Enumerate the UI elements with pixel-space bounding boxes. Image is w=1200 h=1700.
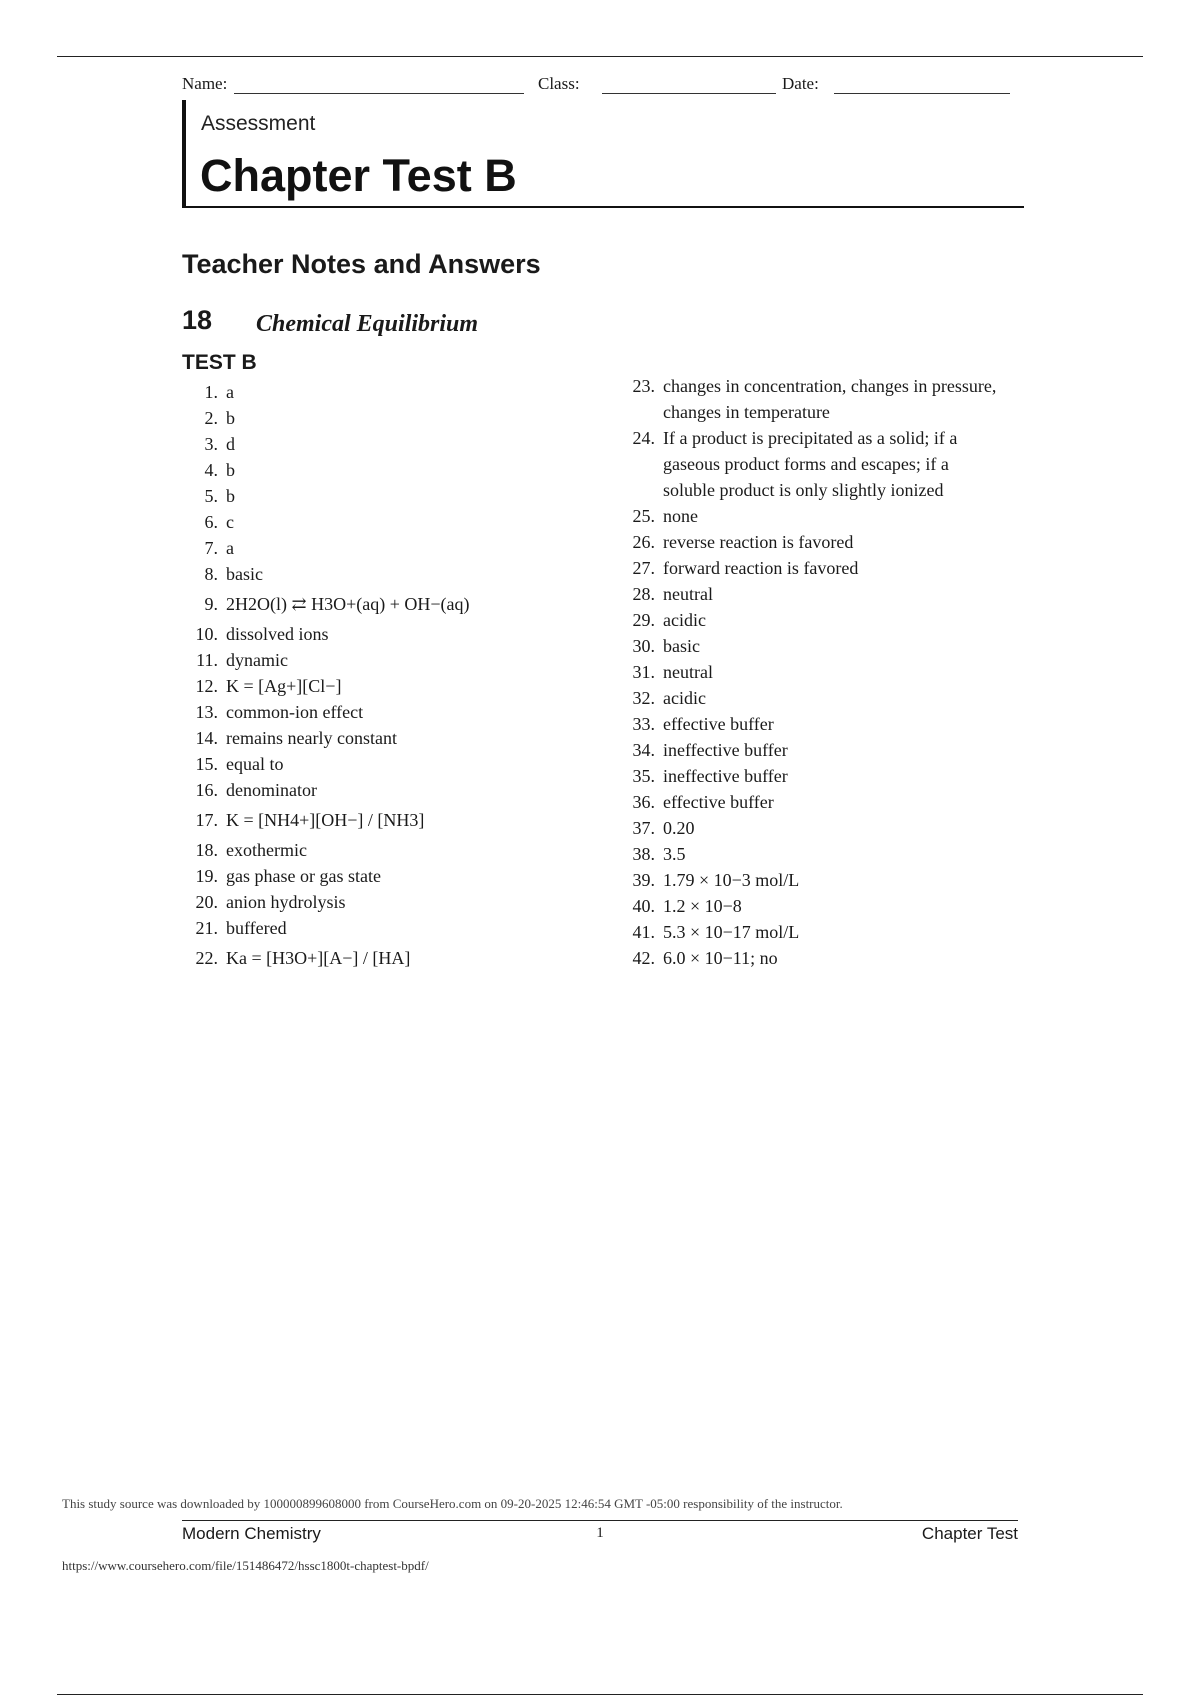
answer-item: 28. neutral xyxy=(632,584,713,604)
answer-item: 30. basic xyxy=(632,636,700,656)
answer-item: 11. dynamic xyxy=(196,650,288,670)
answer-item: 9. 2H2O(l) ⇄ H3O+(aq) + OH−(aq) xyxy=(204,594,470,614)
answer-item: 5. b xyxy=(204,486,235,506)
answer-item: 23. changes in concentration, changes in pressure, changes in temperature xyxy=(632,376,997,422)
answer-item: 14. remains nearly constant xyxy=(195,728,397,748)
answer-item: 21. buffered xyxy=(195,918,287,938)
download-watermark: This study source was downloaded by 100000899608000 from CourseHero.com on 09-20-2025 12:46:54 GMT -05:00 responsibility of the instructor. xyxy=(62,1496,843,1511)
name-blank xyxy=(234,93,524,94)
chapter-heading xyxy=(182,305,479,337)
answer-item: 42. 6.0 × 10−11; no xyxy=(632,948,778,968)
date-blank xyxy=(834,93,1010,94)
footer-page-number: 1 xyxy=(596,1525,604,1541)
answer-item: 36. effective buffer xyxy=(632,792,774,812)
answer-item: 1. a xyxy=(204,382,234,402)
footer-section: Chapter Test xyxy=(921,1524,1018,1543)
answer-item: 27. forward reaction is favored xyxy=(632,558,859,578)
answer-item: 33. effective buffer xyxy=(632,714,774,734)
class-blank xyxy=(602,93,776,94)
answer-item: 22. Ka = [H3O+][A−] / [HA] xyxy=(195,948,411,968)
answer-item: 25. none xyxy=(632,506,698,526)
page-footer xyxy=(182,1520,1018,1545)
footer-book-title: Modern Chemistry xyxy=(182,1524,321,1543)
answer-item: 32. acidic xyxy=(632,688,706,708)
answer-item: 10. dissolved ions xyxy=(195,624,329,644)
bottom-rule xyxy=(57,1694,1143,1695)
answer-item: 40. 1.2 × 10−8 xyxy=(632,896,742,916)
answer-item: 41. 5.3 × 10−17 mol/L xyxy=(632,922,800,942)
answers-left-column xyxy=(182,379,582,975)
assessment-banner xyxy=(182,100,1024,208)
test-label: TEST B xyxy=(182,351,257,374)
answer-item: 39. 1.79 × 10−3 mol/L xyxy=(632,870,800,890)
answer-item: 34. ineffective buffer xyxy=(632,740,788,760)
answer-item: 19. gas phase or gas state xyxy=(195,866,381,886)
answer-item: 26. reverse reaction is favored xyxy=(632,532,854,552)
date-label: Date: xyxy=(782,74,819,93)
answer-item: 18. exothermic xyxy=(195,840,307,860)
answer-item: 8. basic xyxy=(204,564,263,584)
answer-item: 7. a xyxy=(204,538,234,558)
class-label: Class: xyxy=(538,74,580,93)
answer-item: 6. c xyxy=(204,512,234,532)
answer-item: 24. If a product is precipitated as a solid; if a gaseous product forms and escapes; if a soluble product is only slightly ionized xyxy=(632,428,958,500)
answers-right-column xyxy=(619,373,999,971)
answer-item: 31. neutral xyxy=(632,662,713,682)
answer-item: 35. ineffective buffer xyxy=(632,766,788,786)
answer-item: 3. d xyxy=(204,434,235,454)
answer-item: 29. acidic xyxy=(632,610,706,630)
page-title: Chapter Test B xyxy=(200,150,517,201)
chapter-number: 18 xyxy=(182,305,213,335)
answer-item: 37. 0.20 xyxy=(632,818,695,838)
source-url[interactable]: https://www.coursehero.com/file/151486472/hssc1800t-chaptest-bpdf/ xyxy=(62,1558,429,1573)
answer-item: 12. K = [Ag+][Cl−] xyxy=(195,676,342,696)
answer-item: 20. anion hydrolysis xyxy=(195,892,346,912)
name-label: Name: xyxy=(182,74,228,93)
banner-category: Assessment xyxy=(201,112,316,135)
section-title: Teacher Notes and Answers xyxy=(182,249,541,279)
answer-item: 4. b xyxy=(204,460,235,480)
answer-item: 38. 3.5 xyxy=(632,844,686,864)
answer-item: 17. K = [NH4+][OH−] / [NH3] xyxy=(195,810,425,830)
chapter-name: Chemical Equilibrium xyxy=(256,311,479,337)
answer-item: 2. b xyxy=(204,408,235,428)
answer-item: 13. common-ion effect xyxy=(195,702,364,722)
top-rule xyxy=(57,56,1143,57)
answer-item: 16. denominator xyxy=(195,780,317,800)
name-class-date-line xyxy=(182,74,1010,98)
answer-item: 15. equal to xyxy=(195,754,284,774)
